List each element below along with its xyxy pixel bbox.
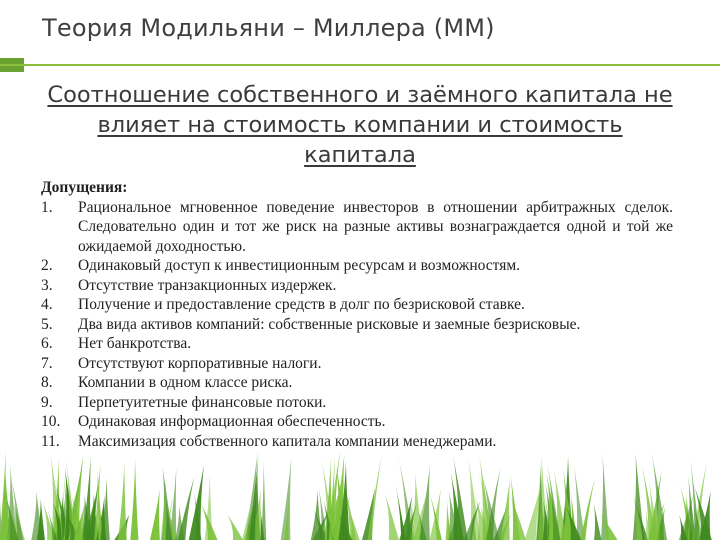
item-number: 3. bbox=[41, 276, 53, 294]
item-number: 2. bbox=[41, 257, 53, 274]
item-text: Одинаковый доступ к инвестиционным ресурсам и возможностям. bbox=[78, 257, 521, 274]
assumptions-block bbox=[41, 178, 673, 451]
item-number: 4. bbox=[41, 296, 53, 313]
slide-title: Теория Модильяни – Миллера (ММ) bbox=[42, 14, 495, 42]
assumption-list bbox=[41, 198, 673, 452]
list-item bbox=[41, 295, 673, 315]
item-number: 9. bbox=[41, 393, 53, 411]
item-number: 11. bbox=[41, 432, 60, 450]
item-text: Компании в одном классе риска. bbox=[78, 374, 293, 391]
list-item bbox=[41, 198, 673, 257]
list-item bbox=[41, 276, 673, 296]
list-item bbox=[41, 432, 673, 452]
item-number: 5. bbox=[41, 315, 53, 333]
item-text: Одинаковая информационная обеспеченность. bbox=[78, 413, 386, 430]
item-text: Перпетуитетные финансовые потоки. bbox=[78, 393, 327, 411]
item-text: Два вида активов компаний: собственные рисковые и заемные безрисковые. bbox=[78, 315, 581, 333]
item-text: Отсутствие транзакционных издержек. bbox=[78, 276, 337, 294]
assumptions-heading: Допущения: bbox=[41, 179, 128, 196]
item-number: 10. bbox=[41, 413, 61, 430]
list-item bbox=[41, 393, 673, 413]
list-item bbox=[41, 412, 673, 432]
slide-subtitle: Соотношение собственного и заёмного капитала не влияет на стоимость компании и стоимость капитала bbox=[47, 82, 673, 168]
list-item bbox=[41, 315, 673, 335]
item-text: Получение и предоставление средств в долг по безрисковой ставке. bbox=[78, 296, 525, 313]
item-text: Максимизация собственного капитала компании менеджерами. bbox=[78, 432, 497, 450]
list-item bbox=[41, 354, 673, 374]
list-item bbox=[41, 334, 673, 354]
item-text: Рациональное мгновенное поведение инвесторов в отношении арбитражных сделок. Следовательно один и тот же риск на разные активы вознаграждается одной и той же ожидаемой доходностью. bbox=[78, 198, 673, 255]
item-number: 7. bbox=[41, 354, 53, 372]
item-text: Отсутствуют корпоративные налоги. bbox=[78, 354, 322, 372]
grass-decoration bbox=[0, 450, 720, 540]
item-number: 1. bbox=[41, 198, 53, 216]
item-number: 8. bbox=[41, 374, 53, 391]
list-item bbox=[41, 256, 673, 276]
list-item bbox=[41, 373, 673, 393]
item-text: Нет банкротства. bbox=[78, 335, 192, 352]
title-divider bbox=[0, 64, 720, 66]
item-number: 6. bbox=[41, 335, 53, 352]
